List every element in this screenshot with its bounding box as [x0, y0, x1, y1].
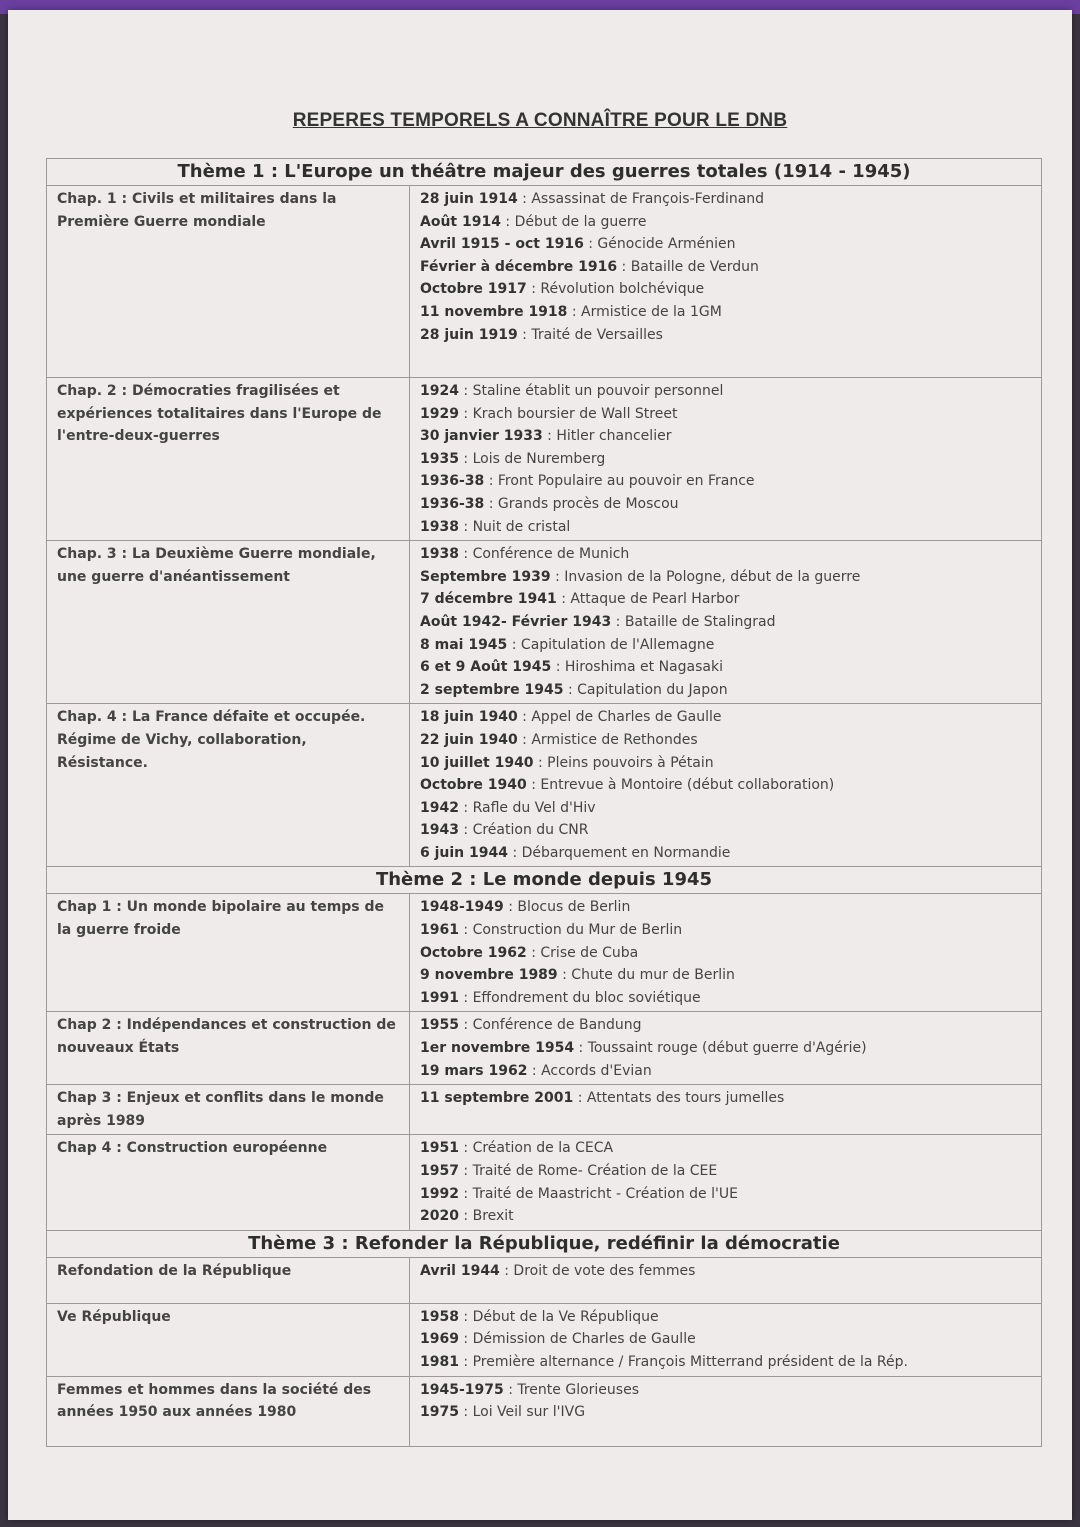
event-text: : Appel de Charles de Gaulle — [517, 709, 722, 726]
event-text: : Lois de Nuremberg — [458, 450, 606, 467]
event-line — [420, 1260, 1033, 1283]
event-text: : Capitulation de l'Allemagne — [507, 636, 715, 653]
event-date: 1958 — [420, 1308, 459, 1325]
event-date: 11 septembre 2001 — [420, 1090, 574, 1107]
event-text: : Loi Veil sur l'IVG — [458, 1404, 586, 1421]
event-line — [420, 516, 1033, 539]
events-cell — [410, 1376, 1042, 1446]
event-text: : Attentats des tours jumelles — [573, 1090, 785, 1107]
event-text: : Pleins pouvoirs à Pétain — [533, 754, 714, 771]
event-text: : Génocide Arménien — [583, 236, 736, 253]
theme-row — [47, 1230, 1042, 1257]
event-date: Octobre 1917 — [420, 281, 527, 298]
event-line — [420, 896, 1033, 919]
event-date: 1924 — [420, 383, 459, 399]
event-text: : Conférence de Munich — [458, 546, 630, 563]
event-text: : Staline établit un pouvoir personnel — [458, 383, 724, 399]
event-text: : Débarquement en Normandie — [508, 844, 731, 861]
chapter-row — [47, 1085, 1042, 1135]
event-text: : Droit de vote des femmes — [499, 1262, 696, 1279]
event-date: 6 juin 1944 — [420, 844, 508, 861]
event-date: 30 janvier 1933 — [420, 428, 543, 445]
event-date: 1938 — [420, 546, 459, 563]
event-line — [420, 543, 1033, 566]
events-cell — [410, 541, 1042, 704]
event-line — [420, 448, 1033, 471]
event-text: : Armistice de Rethondes — [517, 731, 698, 748]
event-date: 7 décembre 1941 — [420, 591, 557, 608]
event-date: 1942 — [420, 799, 459, 816]
event-line — [420, 188, 1033, 211]
event-date: 1935 — [420, 450, 459, 467]
chapter-row — [47, 1376, 1042, 1446]
reperes-table-body — [47, 159, 1042, 1447]
event-line — [420, 611, 1033, 634]
event-text: : Traité de Rome- Création de la CEE — [458, 1163, 718, 1180]
event-line — [420, 1351, 1033, 1374]
event-date: 10 juillet 1940 — [420, 754, 534, 771]
event-line — [420, 774, 1033, 797]
event-date: 1992 — [420, 1185, 459, 1202]
event-date: 18 juin 1940 — [420, 709, 518, 726]
event-line — [420, 634, 1033, 657]
event-date: Février à décembre 1916 — [420, 258, 618, 275]
theme-row — [47, 867, 1042, 894]
event-text: : Assassinat de François-Ferdinand — [517, 191, 765, 207]
event-date: Août 1942- Février 1943 — [420, 613, 612, 630]
event-date: 1936-38 — [420, 473, 485, 490]
event-date: 6 et 9 Août 1945 — [420, 659, 552, 676]
event-text: : Début de la guerre — [500, 213, 647, 230]
chapter-label: Chap 4 : Construction européenne — [47, 1135, 410, 1230]
event-date: 1961 — [420, 922, 459, 939]
chapter-label: Chap 2 : Indépendances et construction de nouveaux États — [47, 1012, 410, 1085]
event-text: : Traité de Versailles — [517, 326, 663, 343]
events-cell — [410, 378, 1042, 541]
event-text: : Accords d'Evian — [527, 1062, 652, 1079]
chapter-label: Femmes et hommes dans la société des années 1950 aux années 1980 — [47, 1376, 410, 1446]
event-text: : Brexit — [458, 1208, 514, 1225]
chapter-row — [47, 1012, 1042, 1085]
chapter-row — [47, 704, 1042, 867]
event-date: 19 mars 1962 — [420, 1062, 528, 1079]
event-date: Avril 1915 - oct 1916 — [420, 236, 584, 253]
chapter-label: Ve République — [47, 1303, 410, 1376]
event-text: : Bataille de Verdun — [617, 258, 759, 275]
event-line — [420, 752, 1033, 775]
events-cell — [410, 894, 1042, 1012]
event-date: Octobre 1940 — [420, 777, 527, 794]
event-line — [420, 819, 1033, 842]
event-date: 1936-38 — [420, 495, 485, 512]
chapter-label: Chap 3 : Enjeux et conflits dans le monde après 1989 — [47, 1085, 410, 1135]
event-date: 1938 — [420, 518, 459, 535]
chapter-row — [47, 894, 1042, 1012]
event-text: : Création du CNR — [458, 822, 589, 839]
event-line — [420, 964, 1033, 987]
event-date: 1955 — [420, 1017, 459, 1034]
event-date: 1945-1975 — [420, 1381, 504, 1398]
event-text: : Toussaint rouge (début guerre d'Agérie) — [574, 1040, 867, 1057]
theme-title: Thème 1 : L'Europe un théâtre majeur des guerres totales (1914 - 1945) — [47, 159, 1042, 186]
event-text: : Front Populaire au pouvoir en France — [484, 473, 755, 490]
chapter-label: Chap. 4 : La France défaite et occupée. Régime de Vichy, collaboration, Résistance. — [47, 704, 410, 867]
event-line — [420, 679, 1033, 702]
event-line — [420, 1014, 1033, 1037]
events-cell — [410, 1135, 1042, 1230]
theme-row — [47, 159, 1042, 186]
event-line — [420, 211, 1033, 234]
chapter-label: Refondation de la République — [47, 1257, 410, 1303]
event-text: : Traité de Maastricht - Création de l'UE — [458, 1185, 738, 1202]
event-text: : Effondrement du bloc soviétique — [458, 989, 701, 1006]
event-line — [420, 588, 1033, 611]
event-line — [420, 278, 1033, 301]
event-line — [420, 1037, 1033, 1060]
event-line — [420, 301, 1033, 324]
event-line — [420, 706, 1033, 729]
event-text: : Conférence de Bandung — [458, 1017, 642, 1034]
event-text: : Rafle du Vel d'Hiv — [458, 799, 596, 816]
chapter-label: Chap 1 : Un monde bipolaire au temps de la guerre froide — [47, 894, 410, 1012]
event-line — [420, 425, 1033, 448]
event-date: 1969 — [420, 1331, 459, 1348]
event-date: Avril 1944 — [420, 1262, 500, 1279]
event-line — [420, 403, 1033, 426]
event-line — [420, 1183, 1033, 1206]
event-line — [420, 380, 1033, 403]
event-line — [420, 493, 1033, 516]
event-date: 1er novembre 1954 — [420, 1040, 575, 1057]
events-cell — [410, 1012, 1042, 1085]
event-line — [420, 987, 1033, 1010]
events-cell — [410, 704, 1042, 867]
chapter-label: Chap. 1 : Civils et militaires dans la Première Guerre mondiale — [47, 186, 410, 378]
event-text: : Création de la CECA — [458, 1140, 614, 1157]
event-text: : Invasion de la Pologne, début de la guerre — [550, 568, 861, 585]
events-cell — [410, 186, 1042, 378]
page-title: REPERES TEMPORELS A CONNAÎTRE POUR LE DNB — [292, 110, 788, 131]
event-line — [420, 324, 1033, 347]
event-text: : Début de la Ve République — [458, 1308, 659, 1325]
event-date: 1975 — [420, 1404, 459, 1421]
event-date: 9 novembre 1989 — [420, 967, 558, 984]
event-text: : Hiroshima et Nagasaki — [551, 659, 723, 676]
event-text: : Construction du Mur de Berlin — [458, 922, 683, 939]
event-line — [420, 1087, 1033, 1110]
event-text: : Blocus de Berlin — [503, 899, 631, 916]
event-line — [420, 729, 1033, 752]
event-line — [420, 256, 1033, 279]
event-text: : Première alternance / François Mitterrand président de la Rép. — [458, 1354, 908, 1370]
event-text: : Révolution bolchévique — [526, 281, 705, 298]
event-line — [420, 470, 1033, 493]
event-date: 1957 — [420, 1163, 459, 1180]
event-date: 2 septembre 1945 — [420, 681, 564, 698]
event-line — [420, 1306, 1033, 1329]
reperes-table — [46, 158, 1042, 1447]
event-line — [420, 842, 1033, 865]
event-text: : Trente Glorieuses — [503, 1381, 639, 1398]
chapter-row — [47, 1257, 1042, 1303]
event-text: : Capitulation du Japon — [563, 681, 728, 698]
event-text: : Crise de Cuba — [526, 944, 639, 961]
event-text: : Chute du mur de Berlin — [557, 967, 735, 984]
event-date: 11 novembre 1918 — [420, 303, 568, 320]
event-text: : Bataille de Stalingrad — [611, 613, 776, 630]
events-cell — [410, 1257, 1042, 1303]
event-date: Août 1914 — [420, 213, 501, 230]
event-line — [420, 566, 1033, 589]
event-date: 28 juin 1919 — [420, 326, 518, 343]
chapter-label: Chap. 2 : Démocraties fragilisées et expériences totalitaires dans l'Europe de l'entre-deux-guerres — [47, 378, 410, 541]
event-line — [420, 797, 1033, 820]
event-line — [420, 233, 1033, 256]
event-text: : Grands procès de Moscou — [484, 495, 679, 512]
event-line — [420, 1401, 1033, 1424]
event-line — [420, 1137, 1033, 1160]
event-date: 8 mai 1945 — [420, 636, 508, 653]
event-date: 2020 — [420, 1208, 459, 1225]
event-line — [420, 1160, 1033, 1183]
event-line — [420, 1205, 1033, 1228]
event-date: 1951 — [420, 1140, 459, 1157]
event-text: : Armistice de la 1GM — [567, 303, 722, 320]
event-text: : Démission de Charles de Gaulle — [458, 1331, 696, 1348]
chapter-row — [47, 1303, 1042, 1376]
events-cell — [410, 1303, 1042, 1376]
event-text: : Entrevue à Montoire (début collaboration) — [526, 777, 835, 794]
events-cell — [410, 1085, 1042, 1135]
chapter-row — [47, 186, 1042, 378]
event-date: Octobre 1962 — [420, 944, 527, 961]
event-text: : Attaque de Pearl Harbor — [556, 591, 740, 608]
event-date: 1943 — [420, 822, 459, 839]
event-line — [420, 656, 1033, 679]
theme-title: Thème 2 : Le monde depuis 1945 — [47, 867, 1042, 894]
event-line — [420, 1328, 1033, 1351]
event-date: 1929 — [420, 405, 459, 422]
event-line — [420, 942, 1033, 965]
event-date: 1948-1949 — [420, 899, 504, 916]
chapter-row — [47, 378, 1042, 541]
chapter-row — [47, 541, 1042, 704]
event-date: 1991 — [420, 989, 459, 1006]
event-text: : Hitler chancelier — [542, 428, 672, 445]
event-line — [420, 1060, 1033, 1083]
event-date: 1981 — [420, 1354, 459, 1370]
event-date: Septembre 1939 — [420, 568, 551, 585]
event-text: : Nuit de cristal — [458, 518, 571, 535]
theme-title: Thème 3 : Refonder la République, redéfinir la démocratie — [47, 1230, 1042, 1257]
event-line — [420, 919, 1033, 942]
event-date: 28 juin 1914 — [420, 191, 518, 207]
chapter-label: Chap. 3 : La Deuxième Guerre mondiale, une guerre d'anéantissement — [47, 541, 410, 704]
event-line — [420, 1379, 1033, 1402]
chapter-row — [47, 1135, 1042, 1230]
event-text: : Krach boursier de Wall Street — [458, 405, 678, 422]
event-date: 22 juin 1940 — [420, 731, 518, 748]
